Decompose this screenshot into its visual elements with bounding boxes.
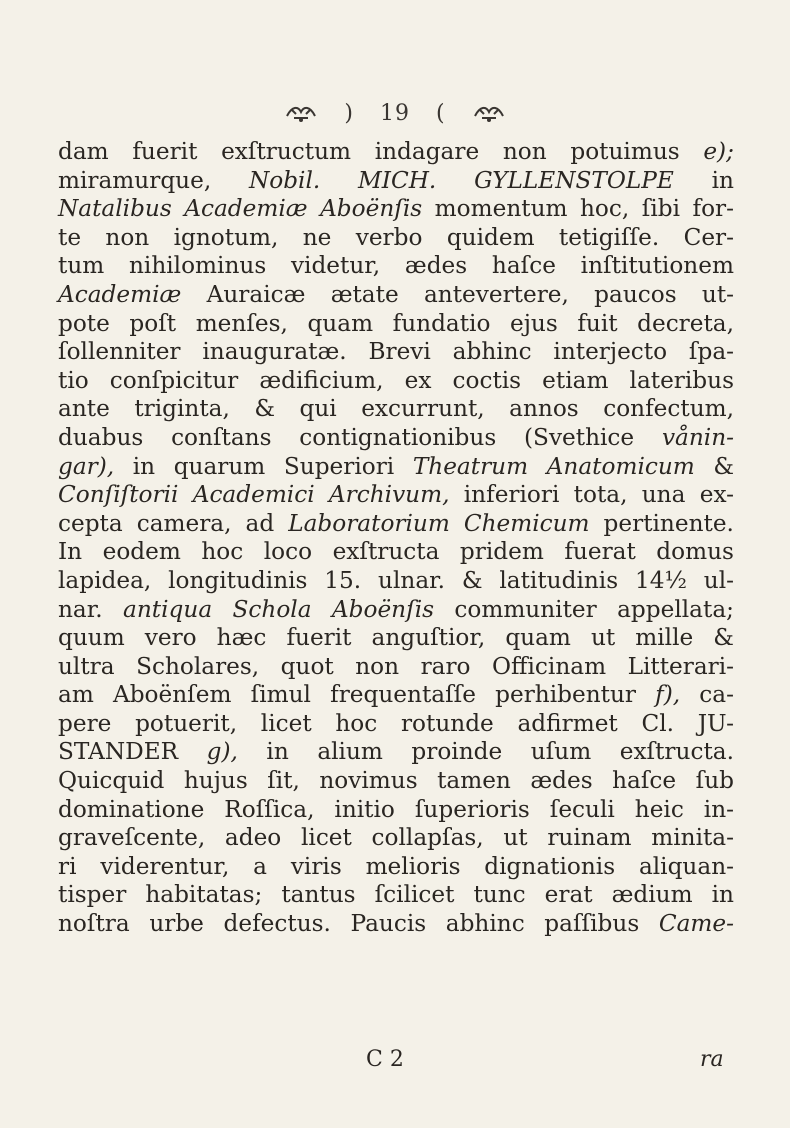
word: aliquan- <box>638 852 734 880</box>
word: proinde <box>411 738 503 766</box>
word: miramurque, <box>58 166 212 194</box>
word: viderentur, <box>100 852 230 880</box>
word: poſt <box>129 309 177 337</box>
word: hæc <box>216 624 267 652</box>
word: ſub <box>695 767 734 795</box>
word: vånin- <box>661 423 734 451</box>
word: noſtra <box>58 910 130 938</box>
page-footer <box>0 1047 790 1077</box>
word: tantus <box>281 881 356 909</box>
word: menſes, <box>195 309 288 337</box>
word: uſum <box>530 738 592 766</box>
word: Scholares, <box>136 652 260 680</box>
word: perhibentur <box>495 681 636 709</box>
word: ejus <box>510 309 558 337</box>
word: for- <box>692 195 734 223</box>
word: collapſas, <box>371 824 484 852</box>
word: Litterari- <box>627 652 734 680</box>
word: urbe <box>149 910 204 938</box>
word: Theatrum <box>412 452 529 480</box>
word: ultra <box>58 652 115 680</box>
word: ædium <box>611 881 693 909</box>
word: ædificium, <box>259 366 384 394</box>
text-line <box>58 881 734 910</box>
word: tunc <box>473 881 526 909</box>
word: inauguratæ. <box>202 338 347 366</box>
word: (Svethice <box>524 423 635 451</box>
word: ca- <box>699 681 734 709</box>
word: potuerit, <box>135 709 238 737</box>
word: a <box>253 852 267 880</box>
word: tum <box>58 252 105 280</box>
word: tio <box>58 366 89 394</box>
word: in <box>266 738 289 766</box>
word: pridem <box>459 538 544 566</box>
word: 15. <box>324 566 362 594</box>
word: Conſiſtorii <box>58 481 179 509</box>
word: STANDER <box>58 738 179 766</box>
word: conſpicitur <box>109 366 239 394</box>
word: cepta <box>58 509 123 537</box>
word: fuerat <box>564 538 636 566</box>
word: Aboënſis <box>320 195 423 223</box>
word: ſuperioris <box>414 795 530 823</box>
word: ſimul <box>250 681 311 709</box>
text-line <box>58 710 734 739</box>
body-text <box>58 138 734 939</box>
word: ſpa- <box>688 338 734 366</box>
text-line <box>58 796 734 825</box>
word: Nobil. <box>248 166 321 194</box>
word: JU- <box>697 709 734 737</box>
text-line <box>58 424 734 453</box>
word: domus <box>656 538 734 566</box>
word: Schola <box>232 595 312 623</box>
word: am <box>58 681 94 709</box>
word: viris <box>290 852 342 880</box>
word: fundatio <box>392 309 491 337</box>
text-line <box>58 910 734 939</box>
word: & <box>713 624 734 652</box>
text-line <box>58 281 734 310</box>
text-line <box>58 395 734 424</box>
word: ul- <box>703 566 734 594</box>
word: ulnar. <box>378 566 446 594</box>
word: ut <box>590 624 616 652</box>
word: annos <box>509 395 579 423</box>
word: vero <box>144 624 197 652</box>
word: fuerit <box>132 138 198 165</box>
text-line <box>58 195 734 224</box>
word: momentum <box>434 195 568 223</box>
word: excurrunt, <box>361 395 485 423</box>
text-line <box>58 738 734 767</box>
word: quum <box>58 624 125 652</box>
word: melioris <box>365 852 461 880</box>
word: adeo <box>224 824 282 852</box>
word: & <box>254 395 275 423</box>
word: confectum, <box>603 395 734 423</box>
word: & <box>461 566 483 594</box>
word: longitudinis <box>168 566 308 594</box>
word: ante <box>58 395 110 423</box>
word: ri <box>58 852 77 880</box>
word: appellata; <box>617 595 734 623</box>
word: camera, <box>136 509 232 537</box>
word: nar. <box>58 595 103 623</box>
word: pote <box>58 309 110 337</box>
word: triginta, <box>134 395 230 423</box>
word: ædes <box>530 767 593 795</box>
word: defectus. <box>223 910 331 938</box>
word: ſcilicet <box>374 881 455 909</box>
word: & <box>713 452 734 480</box>
text-line <box>58 338 734 367</box>
word: quidem <box>446 223 535 251</box>
word: una <box>641 481 686 509</box>
word: ex- <box>699 481 734 509</box>
ornament-left-icon <box>284 102 318 124</box>
header-right-paren: ( <box>436 100 446 126</box>
word: hoc <box>201 538 244 566</box>
word: minita- <box>651 824 734 852</box>
page-header <box>0 98 790 128</box>
word: Officinam <box>492 652 607 680</box>
text-line <box>58 653 734 682</box>
word: Roſſica, <box>224 795 315 823</box>
word: duabus <box>58 423 144 451</box>
word: quam <box>307 309 374 337</box>
word: lapidea, <box>58 566 152 594</box>
word: tamen <box>437 767 511 795</box>
word: ſit, <box>267 767 300 795</box>
word: Aboënſis <box>331 595 435 623</box>
word: Academiæ <box>184 195 308 223</box>
word: Chemicum <box>463 509 590 537</box>
word: videtur, <box>290 252 381 280</box>
page-number: 19 <box>380 100 410 126</box>
word: non <box>355 652 400 680</box>
word: Brevi <box>368 338 431 366</box>
word: hoc <box>335 709 378 737</box>
word: habitatas; <box>145 881 263 909</box>
word: qui <box>299 395 337 423</box>
text-line <box>58 538 734 567</box>
word: ſibi <box>641 195 680 223</box>
word: abhinc <box>452 338 532 366</box>
word: raro <box>420 652 471 680</box>
word: tisper <box>58 881 127 909</box>
word: te <box>58 223 82 251</box>
word: 14½ <box>634 566 687 594</box>
word: licet <box>260 709 312 737</box>
word: ſeculi <box>549 795 615 823</box>
word: pertinente. <box>603 509 734 537</box>
word: eodem <box>102 538 181 566</box>
word: GYLLENSTOLPE <box>474 166 674 194</box>
word: MICH. <box>358 166 437 194</box>
text-line <box>58 310 734 339</box>
word: Quicquid <box>58 767 165 795</box>
word: in <box>711 881 734 909</box>
word: novimus <box>319 767 418 795</box>
word: Paucis <box>350 910 427 938</box>
word: communiter <box>454 595 597 623</box>
word: exſtructum <box>221 138 352 165</box>
word: verbo <box>355 223 423 251</box>
word: coctis <box>452 366 522 394</box>
word: Aboënſem <box>112 681 232 709</box>
word: ſollenniter <box>58 338 181 366</box>
word: haſce <box>612 767 677 795</box>
word: erat <box>544 881 593 909</box>
word: quarum <box>173 452 266 480</box>
word: Auraicæ <box>206 280 306 308</box>
word: potuimus <box>570 138 680 165</box>
word: f), <box>655 681 681 709</box>
word: nihilominus <box>128 252 267 280</box>
word: frequentaſſe <box>330 681 476 709</box>
word: inferiori <box>463 481 560 509</box>
word: abhinc <box>445 910 525 938</box>
word: lateribus <box>629 366 734 394</box>
word: quam <box>505 624 571 652</box>
word: e); <box>703 138 734 165</box>
text-line <box>58 853 734 882</box>
word: fuerit <box>286 624 352 652</box>
text-line <box>58 252 734 281</box>
word: Cer- <box>683 223 734 251</box>
word: rotunde <box>400 709 494 737</box>
word: Cl. <box>641 709 674 737</box>
word: dam <box>58 138 109 165</box>
word: Came- <box>658 910 734 938</box>
word: antevertere, <box>423 280 569 308</box>
text-line <box>58 681 734 710</box>
word: adfirmet <box>517 709 618 737</box>
text-line <box>58 567 734 596</box>
word: interjecto <box>553 338 668 366</box>
text-line <box>58 624 734 653</box>
word: ætate <box>330 280 399 308</box>
word: dignationis <box>484 852 616 880</box>
word: ædes <box>404 252 468 280</box>
text-line <box>58 481 734 510</box>
word: tetigiſſe. <box>558 223 660 251</box>
catchword: ra <box>700 1047 724 1072</box>
word: etiam <box>542 366 609 394</box>
word: dominatione <box>58 795 205 823</box>
word: paſſibus <box>544 910 640 938</box>
word: exſtructa. <box>619 738 734 766</box>
text-line <box>58 224 734 253</box>
text-line <box>58 824 734 853</box>
word: licet <box>300 824 352 852</box>
word: Academici <box>192 481 315 509</box>
word: In <box>58 538 83 566</box>
word: in- <box>703 795 734 823</box>
word: ut <box>503 824 528 852</box>
ornament-right-icon <box>472 102 506 124</box>
word: ex <box>404 366 432 394</box>
word: hujus <box>183 767 248 795</box>
word: Archivum, <box>328 481 450 509</box>
word: loco <box>263 538 313 566</box>
word: indagare <box>374 138 480 165</box>
word: Natalibus <box>58 195 172 223</box>
word: in <box>132 452 156 480</box>
word: haſce <box>491 252 556 280</box>
text-line <box>58 167 734 196</box>
word: hoc, <box>579 195 630 223</box>
word: ad <box>245 509 275 537</box>
word: heic <box>634 795 684 823</box>
word: graveſcente, <box>58 824 206 852</box>
word: in <box>711 166 734 194</box>
word: paucos <box>594 280 677 308</box>
word: Academiæ <box>58 280 182 308</box>
word: exſtructa <box>332 538 440 566</box>
word: antiqua <box>123 595 213 623</box>
word: contignationibus <box>299 423 497 451</box>
text-line <box>58 510 734 539</box>
word: g), <box>206 738 238 766</box>
word: inſtitutionem <box>580 252 734 280</box>
word: non <box>105 223 150 251</box>
word: ne <box>302 223 332 251</box>
signature-mark: C 2 <box>366 1047 404 1072</box>
word: ut- <box>701 280 734 308</box>
word: Superiori <box>283 452 395 480</box>
word: alium <box>317 738 383 766</box>
word: pere <box>58 709 112 737</box>
word: ignotum, <box>173 223 279 251</box>
word: latitudinis <box>499 566 619 594</box>
text-line <box>58 453 734 482</box>
word: Anatomicum <box>546 452 695 480</box>
header-left-paren: ) <box>344 100 354 126</box>
text-line <box>58 596 734 625</box>
word: gar), <box>58 452 115 480</box>
word: tota, <box>573 481 628 509</box>
word: mille <box>635 624 694 652</box>
word: decreta, <box>637 309 734 337</box>
word: initio <box>334 795 395 823</box>
word: quot <box>280 652 334 680</box>
word: conſtans <box>171 423 272 451</box>
text-line <box>58 367 734 396</box>
word: anguſtior, <box>371 624 486 652</box>
text-line <box>58 138 734 167</box>
word: ruinam <box>547 824 632 852</box>
word: non <box>502 138 547 165</box>
word: Laboratorium <box>288 509 450 537</box>
word: fuit <box>577 309 618 337</box>
text-line <box>58 767 734 796</box>
